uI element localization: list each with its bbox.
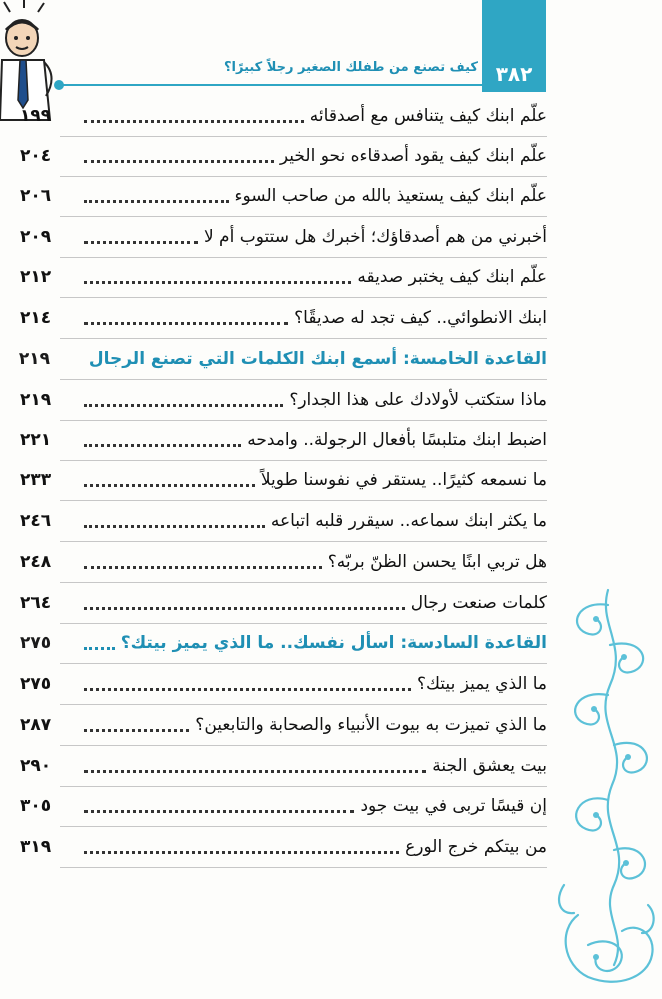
toc-page-number: ٢١٩	[18, 349, 50, 369]
toc-leader-dots	[84, 322, 288, 325]
toc-entry-title: ابنك الانطوائي.. كيف تجد له صديقًا؟	[294, 308, 547, 328]
toc-entry	[20, 542, 547, 582]
toc-entry	[20, 96, 547, 136]
toc-page-number: ٢٨٧	[20, 715, 52, 735]
toc-entry-title: ما نسمعه كثيرًا.. يستقر في نفوسنا طويلاً	[260, 470, 547, 490]
toc-leader-dots	[84, 484, 255, 487]
toc-leader-dots	[84, 647, 115, 650]
toc-entry	[20, 380, 547, 420]
toc-section-heading	[20, 623, 547, 663]
toc-entry-title: كلمات صنعت رجال	[410, 593, 547, 613]
toc-row-divider	[60, 867, 547, 868]
toc-leader-dots	[84, 444, 241, 447]
toc-entry-title: ما يكثر ابنك سماعه.. سيقرر قلبه اتباعه	[270, 511, 547, 531]
toc-entry-title: القاعدة الخامسة: أسمع ابنك الكلمات التي تصنع الرجال	[88, 349, 547, 369]
toc-page-number: ٢٤٦	[20, 511, 52, 531]
toc-entry	[20, 705, 547, 745]
toc-page-number: ٢١٢	[20, 267, 52, 287]
toc-page-number: ٢١٩	[20, 390, 52, 410]
toc-entry	[20, 583, 547, 623]
toc-entry-title: ما الذي تميزت به بيوت الأنبياء والصحابة والتابعين؟	[195, 715, 547, 735]
toc-leader-dots	[84, 120, 304, 123]
toc-leader-dots	[84, 525, 265, 528]
toc-leader-dots	[84, 770, 426, 773]
toc-entry	[20, 176, 547, 216]
toc-leader-dots	[84, 404, 283, 407]
toc-leader-dots	[84, 566, 322, 569]
toc-entry	[20, 460, 547, 500]
toc-page-number: ٣١٩	[20, 837, 52, 857]
toc-entry-title: ماذا ستكتب لأولادك على هذا الجدار؟	[289, 390, 547, 410]
toc-page-number: ٢٣٣	[20, 470, 52, 490]
toc-entry-title: من بيتكم خرج الورع	[405, 837, 547, 857]
header-rule	[60, 84, 484, 86]
toc-entry	[20, 827, 547, 867]
toc-entry-title: ما الذي يميز بيتك؟	[416, 674, 547, 694]
page-number-badge: ٣٨٢	[482, 0, 546, 92]
toc-page-number: ٢٧٥	[20, 633, 52, 653]
toc-leader-dots	[84, 607, 405, 610]
toc-entry	[20, 664, 547, 704]
floral-ornament-icon	[548, 585, 662, 995]
toc-entry	[20, 501, 547, 541]
toc-page-number: ٢٠٩	[20, 227, 52, 247]
toc-entry	[20, 746, 547, 786]
toc-leader-dots	[84, 160, 274, 163]
toc-entry-title: علّم ابنك كيف يتنافس مع أصدقائه	[309, 106, 547, 126]
toc-page-number: ٢٠٤	[20, 146, 52, 166]
toc-entry-title: هل تربي ابنًا يحسن الظنّ بربّه؟	[327, 552, 547, 572]
header-rule-dot	[54, 80, 64, 90]
toc-page-number: ٢١٤	[20, 308, 52, 328]
toc-leader-dots	[84, 688, 411, 691]
toc-entry	[20, 420, 547, 460]
toc-leader-dots	[84, 729, 189, 732]
running-header-title: كيف تصنع من طفلك الصغير رجلاً كبيرًا؟	[223, 60, 478, 75]
toc-leader-dots	[84, 200, 229, 203]
toc-entry	[20, 136, 547, 176]
toc-leader-dots	[84, 810, 354, 813]
toc-page-number: ٣٠٥	[20, 796, 52, 816]
toc-entry	[20, 257, 547, 297]
toc-entry	[20, 298, 547, 338]
toc-leader-dots	[84, 281, 351, 284]
toc-entry-title: إن قيسًا تربى في بيت جود	[360, 796, 547, 816]
toc-entry-title: علّم ابنك كيف يختبر صديقه	[357, 267, 547, 287]
toc-leader-dots	[84, 241, 198, 244]
toc-entry-title: أخبرني من هم أصدقاؤك؛ أخبرك هل ستتوب أم لا	[203, 227, 547, 247]
toc-entry-title: علّم ابنك كيف يقود أصدقاءه نحو الخير	[279, 146, 547, 166]
toc-leader-dots	[84, 851, 399, 854]
toc-section-heading	[20, 339, 547, 379]
toc-entry-title: بيت يعشق الجنة	[432, 756, 547, 776]
toc-entry	[20, 217, 547, 257]
toc-page-number: ٢٤٨	[20, 552, 52, 572]
toc-page-number: ٢٢١	[20, 430, 52, 450]
toc-entry-title: اضبط ابنك متلبسًا بأفعال الرجولة.. وامدحه	[247, 430, 547, 450]
toc-page-number: ٢٠٦	[20, 186, 52, 206]
toc-page-number: ٢٩٠	[20, 756, 52, 776]
toc-entry-title: القاعدة السادسة: اسأل نفسك.. ما الذي يميز بيتك؟	[120, 633, 547, 653]
toc-page-number: ١٩٩	[20, 106, 52, 126]
toc-page-number: ٢٧٥	[20, 674, 52, 694]
toc-entry	[20, 786, 547, 826]
toc-page-number: ٢٦٤	[20, 593, 52, 613]
toc-entry-title: علّم ابنك كيف يستعيذ بالله من صاحب السوء	[234, 186, 547, 206]
